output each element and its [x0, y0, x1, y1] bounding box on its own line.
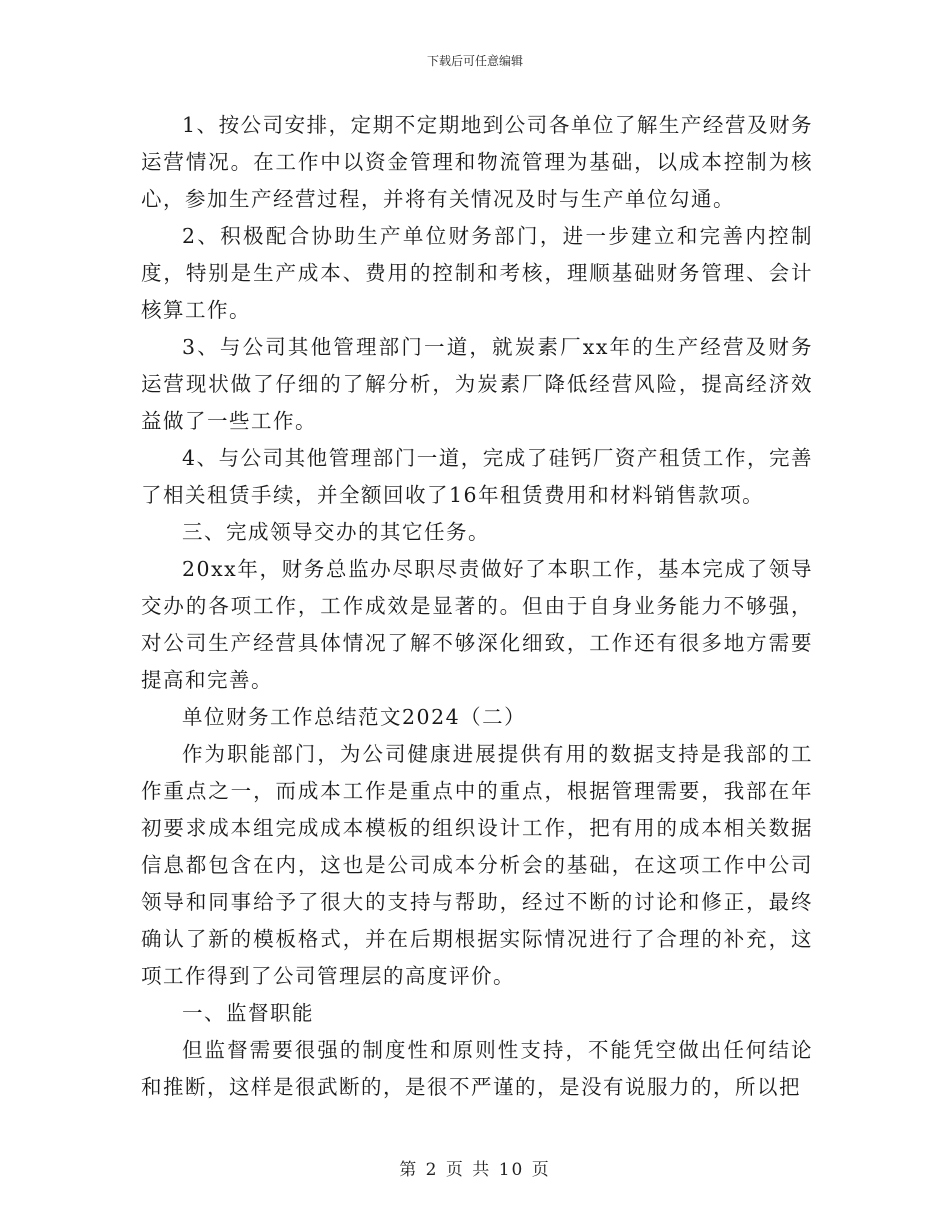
paragraph-2: 2、积极配合协助生产单位财务部门，进一步建立和完善内控制度，特别是生产成本、费用的控制和考核，理顺基础财务管理、会计核算工作。 — [141, 224, 813, 322]
page-header: 下载后可任意编辑 — [426, 54, 523, 68]
paragraph-supervision: 但监督需要很强的制度性和原则性支持，不能凭空做出任何结论和推断，这样是很武断的，是很不严谨的，是没有说服力的，所以把 — [141, 1038, 813, 1099]
document-title-2: 单位财务工作总结范文2024（二） — [182, 705, 527, 729]
paragraph-intro: 作为职能部门，为公司健康进展提供有用的数据支持是我部的工作重点之一，而成本工作是重点中的重点，根据管理需要，我部在年初要求成本组完成成本模板的组织设计工作，把有用的成本相关数据信息都包含在内，这也是公司成本分析会的基础，在这项工作中公司领导和同事给予了很大的支持与帮助，经过不断的讨论和修正，最终确认了新的模板格式，并在后期根据实际情况进行了合理的补充，这项工作得到了公司管理层的高度评价。 — [141, 742, 813, 988]
paragraph-4: 4、与公司其他管理部门一道，完成了硅钙厂资产租赁工作，完善了相关租赁手续，并全额回收了16年租赁费用和材料销售款项。 — [141, 446, 813, 507]
paragraph-3: 3、与公司其他管理部门一道，就炭素厂xx年的生产经营及财务运营现状做了仔细的了解分析，为炭素厂降低经营风险，提高经济效益做了一些工作。 — [141, 335, 813, 433]
page-footer: 第 2 页 共 10 页 — [399, 1160, 551, 1180]
paragraph-1: 1、按公司安排，定期不定期地到公司各单位了解生产经营及财务运营情况。在工作中以资金管理和物流管理为基础，以成本控制为核心，参加生产经营过程，并将有关情况及时与生产单位勾通。 — [141, 113, 813, 211]
paragraph-summary: 20xx年，财务总监办尽职尽责做好了本职工作，基本完成了领导交办的各项工作，工作成效是显著的。但由于自身业务能力不够强，对公司生产经营具体情况了解不够深化细致，工作还有很多地方需要提高和完善。 — [141, 557, 813, 692]
section-heading-1: 一、监督职能 — [182, 1001, 314, 1025]
section-heading-3: 三、完成领导交办的其它任务。 — [182, 520, 490, 544]
document-body — [141, 107, 813, 1106]
